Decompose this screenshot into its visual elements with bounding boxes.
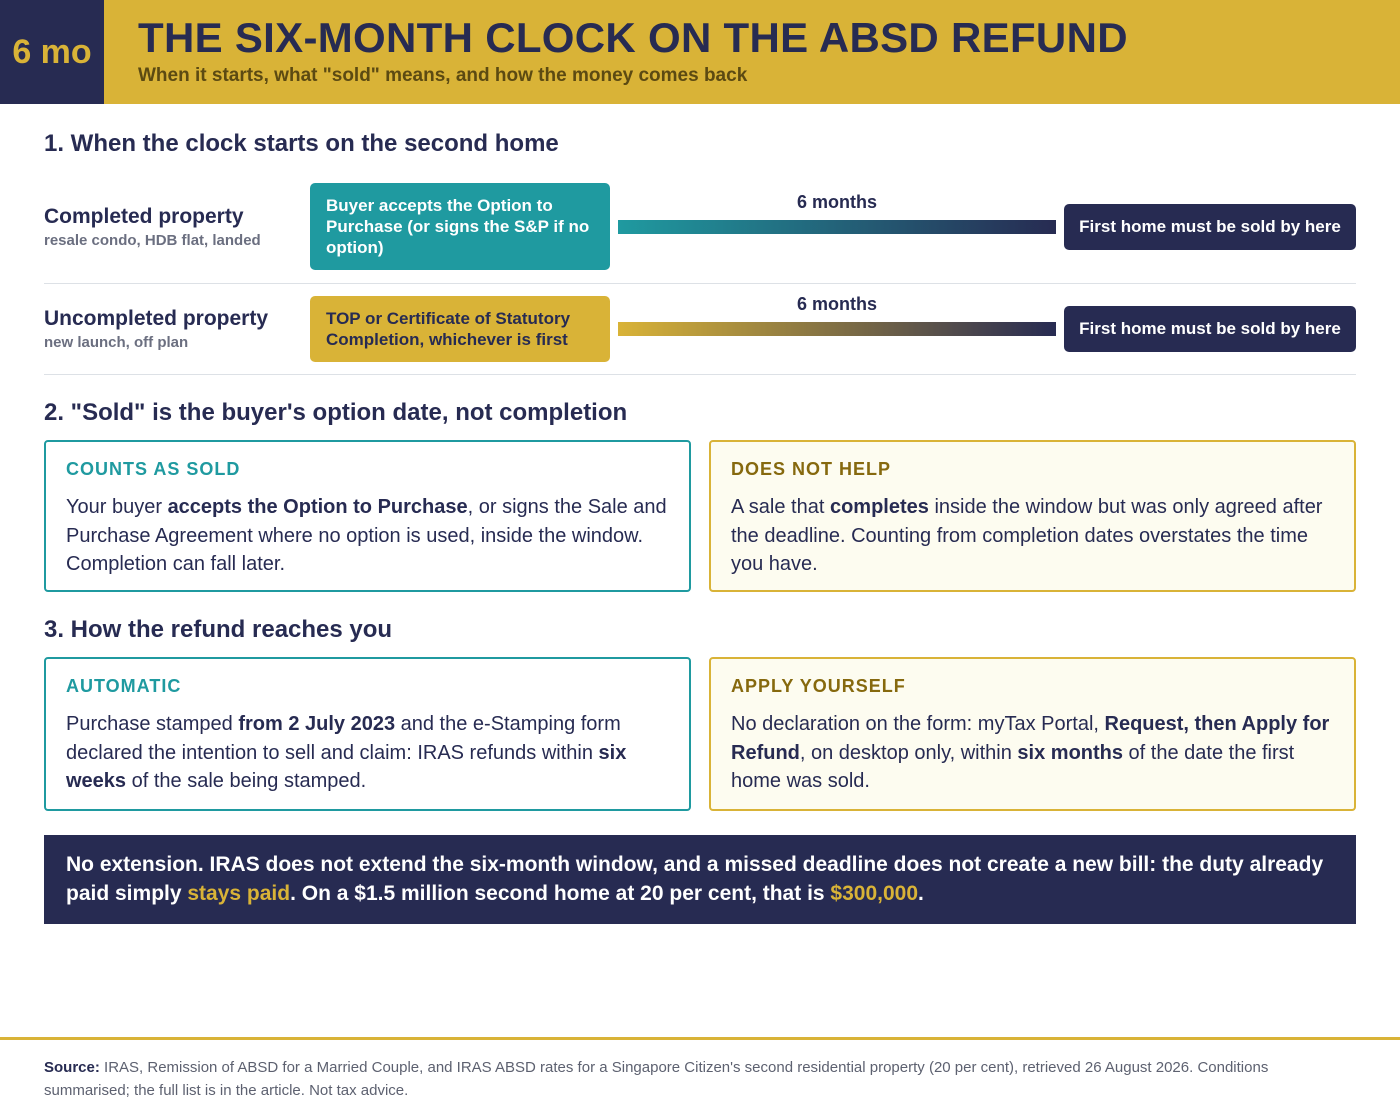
apply-yourself-card [709,657,1356,811]
card-tag: COUNTS AS SOLD [66,459,241,479]
footer-rule [0,1037,1400,1040]
card-tag: DOES NOT HELP [731,459,892,479]
automatic-refund-card [44,657,691,811]
deadline-box-uncompleted: First home must be sold by here [1064,306,1356,352]
counts-as-sold-card [44,440,691,592]
duration-badge: 6 mo [0,0,104,104]
card-body: Purchase stamped from 2 July 2023 and the e-Stamping form declared the intention to sell and claim: IRAS refunds within six weeks of the sale being stamped. [66,713,627,792]
row-title: Completed property [44,205,244,228]
duration-bar-uncompleted [618,322,1056,336]
card-tag: AUTOMATIC [66,676,182,696]
page-subtitle: When it starts, what "sold" means, and how the money comes back [138,65,748,86]
row-divider [44,283,1356,284]
row-label-completed [44,205,261,249]
section1-title: 1. When the clock starts on the second home [44,130,559,157]
section-divider [44,374,1356,375]
row-subtitle: resale condo, HDB flat, landed [44,232,261,249]
row-subtitle: new launch, off plan [44,334,189,351]
page-header [0,0,1400,104]
source-note: Source: IRAS, Remission of ABSD for a Married Couple, and IRAS ABSD rates for a Singapore Citizen's second residential property (20 per cent), retrieved 26 August 2026. Conditions summarised; the full list is in the article. Not tax advice. [44,1059,1269,1099]
highlight-stays-paid: stays paid [187,881,291,905]
start-event-uncompleted: TOP or Certificate of Statutory Completion, whichever is first [310,296,610,362]
does-not-help-card [709,440,1356,592]
deadline-box-completed: First home must be sold by here [1064,204,1356,250]
no-extension-banner: No extension. IRAS does not extend the six-month window, and a missed deadline does not create a new bill: the duty already paid simply stays paid. On a $1.5 million second home at 20 per cent, that is $300,000. [44,835,1356,924]
duration-bar-completed [618,220,1056,234]
row-label-uncompleted [44,307,268,351]
card-body: Your buyer accepts the Option to Purchase, or signs the Sale and Purchase Agreement where no option is used, inside the window. Completion can fall later. [66,496,667,575]
card-body: A sale that completes inside the window but was only agreed after the deadline. Counting from completion dates overstates the time you have. [731,496,1323,575]
card-body: No declaration on the form: myTax Portal, Request, then Apply for Refund, on desktop only, within six months of the date the first home was sold. [731,713,1330,792]
row-title: Uncompleted property [44,307,269,330]
duration-label-completed: 6 months [796,192,877,212]
section2-title: 2. "Sold" is the buyer's option date, not completion [44,399,628,426]
page-title: THE SIX-MONTH CLOCK ON THE ABSD REFUND [138,14,1128,61]
card-tag: APPLY YOURSELF [731,676,906,696]
section3-title: 3. How the refund reaches you [44,616,393,643]
highlight-amount: $300,000 [830,881,919,905]
duration-label-uncompleted: 6 months [796,294,877,314]
start-event-completed: Buyer accepts the Option to Purchase (or signs the S&P if no option) [310,183,610,270]
